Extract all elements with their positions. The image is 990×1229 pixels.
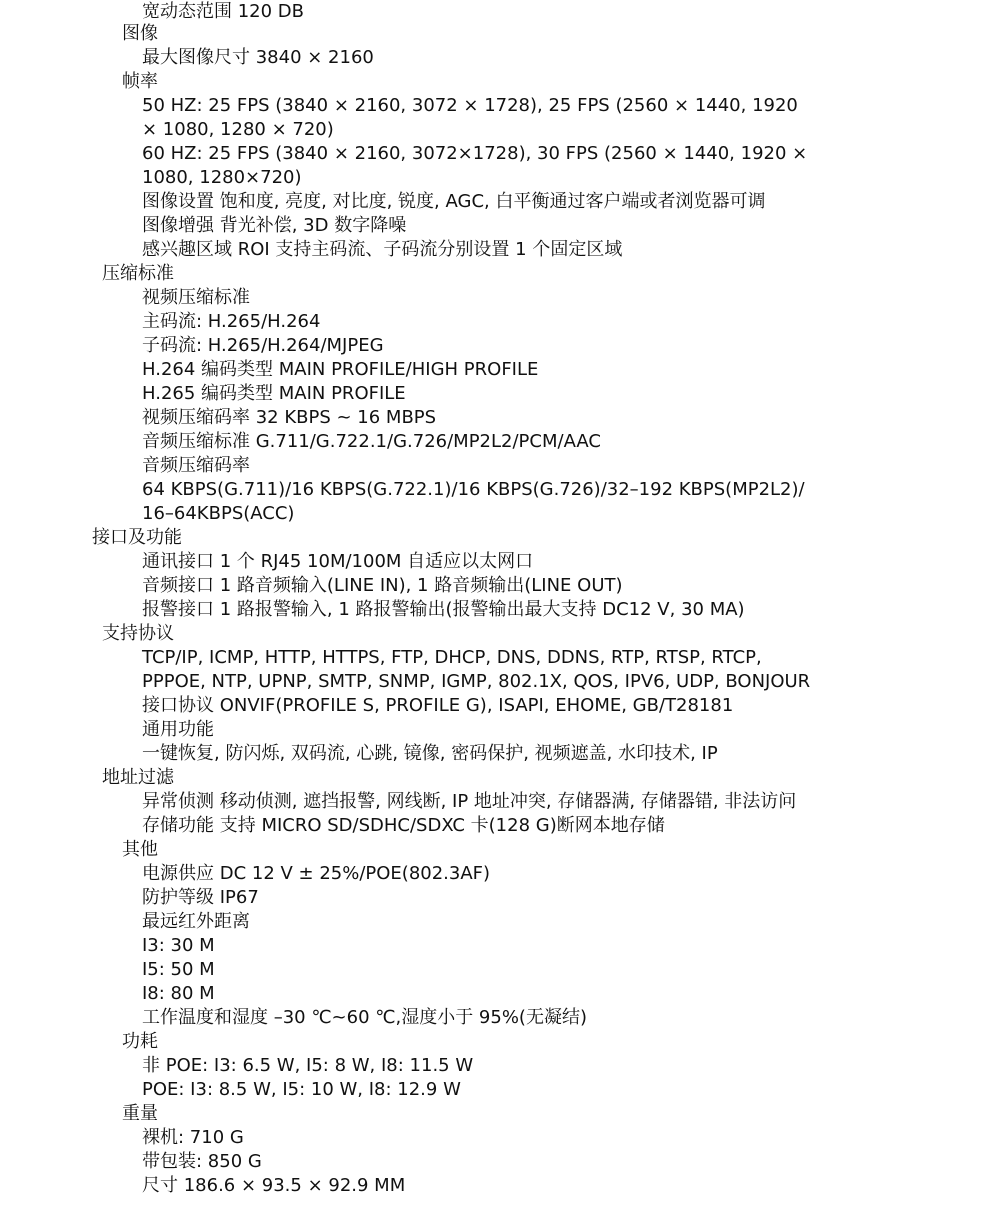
spec-line-protocols-2: PPPOE, NTP, UPNP, SMTP, SNMP, IGMP, 802.1X, QOS, IPV6, UDP, BONJOUR [142, 671, 811, 692]
spec-line-packaged-weight: 带包装: 850 G [142, 1151, 262, 1172]
spec-line-dimensions: 尺寸 186.6 × 93.5 × 92.9 MM [142, 1175, 406, 1196]
spec-line-network-interface: 通讯接口 1 个 RJ45 10M/100M 自适应以太网口 [142, 551, 534, 572]
spec-line-wdr: 宽动态范围 120 DB [142, 1, 305, 22]
section-other: 其他 [122, 839, 158, 860]
spec-line-60hz-cont: 1080, 1280×720) [142, 167, 302, 188]
spec-line-general-functions-list: 一键恢复, 防闪烁, 双码流, 心跳, 镜像, 密码保护, 视频遮盖, 水印技术, IP [142, 743, 718, 764]
spec-line-image-settings: 图像设置 饱和度, 亮度, 对比度, 锐度, AGC, 白平衡通过客户端或者浏览器可调 [142, 191, 766, 212]
spec-line-audio-bitrate: 音频压缩码率 [142, 455, 250, 476]
spec-line-audio-bitrate-cont: 16–64KBPS(ACC) [142, 503, 295, 524]
spec-line-audio-interface: 音频接口 1 路音频输入(LINE IN), 1 路音频输出(LINE OUT) [142, 575, 623, 596]
spec-line-60hz: 60 HZ: 25 FPS (3840 × 2160, 3072×1728), 30 FPS (2560 × 1440, 1920 × [142, 143, 808, 164]
spec-line-address-filter: 地址过滤 [102, 767, 174, 788]
spec-line-audio-compression: 音频压缩标准 G.711/G.722.1/G.726/MP2L2/PCM/AAC [142, 431, 601, 452]
spec-line-sub-stream: 子码流: H.265/H.264/MJPEG [142, 335, 384, 356]
section-compression: 压缩标准 [102, 263, 174, 284]
spec-line-power-supply: 电源供应 DC 12 V ± 25%/POE(802.3AF) [142, 863, 491, 884]
spec-line-max-image-size: 最大图像尺寸 3840 × 2160 [142, 47, 374, 68]
spec-line-interface-protocol: 接口协议 ONVIF(PROFILE S, PROFILE G), ISAPI, EHOME, GB/T28181 [142, 695, 734, 716]
spec-line-h264-profile: H.264 编码类型 MAIN PROFILE/HIGH PROFILE [142, 359, 539, 380]
spec-line-video-compression: 视频压缩标准 [142, 287, 250, 308]
spec-line-audio-bitrate-values: 64 KBPS(G.711)/16 KBPS(G.722.1)/16 KBPS(G.726)/32–192 KBPS(MP2L2)/ [142, 479, 805, 500]
spec-line-image-enhance: 图像增强 背光补偿, 3D 数字降噪 [142, 215, 407, 236]
spec-line-anomaly-detection: 异常侦测 移动侦测, 遮挡报警, 网线断, IP 地址冲突, 存储器满, 存储器错, 非法访问 [142, 791, 797, 812]
spec-line-ir-i8: I8: 80 M [142, 983, 215, 1004]
spec-line-poe: POE: I3: 8.5 W, I5: 10 W, I8: 12.9 W [142, 1079, 461, 1100]
spec-line-storage: 存储功能 支持 MICRO SD/SDHC/SDXC 卡(128 G)断网本地存储 [142, 815, 665, 836]
spec-line-ir-i5: I5: 50 M [142, 959, 215, 980]
spec-line-ir-distance: 最远红外距离 [142, 911, 250, 932]
spec-line-protection: 防护等级 IP67 [142, 887, 259, 908]
spec-line-roi: 感兴趣区域 ROI 支持主码流、子码流分别设置 1 个固定区域 [142, 239, 623, 260]
spec-line-ir-i3: I3: 30 M [142, 935, 215, 956]
section-image: 图像 [122, 23, 158, 44]
spec-line-video-bitrate: 视频压缩码率 32 KBPS ~ 16 MBPS [142, 407, 437, 428]
section-power-consumption: 功耗 [122, 1031, 158, 1052]
spec-line-protocols-1: TCP/IP, ICMP, HTTP, HTTPS, FTP, DHCP, DNS, DDNS, RTP, RTSP, RTCP, [142, 647, 762, 668]
spec-line-general-functions: 通用功能 [142, 719, 214, 740]
spec-line-h265-profile: H.265 编码类型 MAIN PROFILE [142, 383, 406, 404]
section-protocols: 支持协议 [102, 623, 174, 644]
section-frame-rate: 帧率 [122, 71, 158, 92]
spec-line-operating-conditions: 工作温度和湿度 –30 ℃~60 ℃,湿度小于 95%(无凝结) [142, 1007, 587, 1028]
section-interfaces: 接口及功能 [92, 527, 182, 548]
spec-line-non-poe: 非 POE: I3: 6.5 W, I5: 8 W, I8: 11.5 W [142, 1055, 474, 1076]
spec-line-bare-weight: 裸机: 710 G [142, 1127, 244, 1148]
spec-line-50hz: 50 HZ: 25 FPS (3840 × 2160, 3072 × 1728), 25 FPS (2560 × 1440, 1920 [142, 95, 798, 116]
spec-line-alarm-interface: 报警接口 1 路报警输入, 1 路报警输出(报警输出最大支持 DC12 V, 30 MA) [142, 599, 745, 620]
spec-line-50hz-cont: × 1080, 1280 × 720) [142, 119, 334, 140]
spec-line-main-stream: 主码流: H.265/H.264 [142, 311, 321, 332]
section-weight: 重量 [122, 1103, 158, 1124]
